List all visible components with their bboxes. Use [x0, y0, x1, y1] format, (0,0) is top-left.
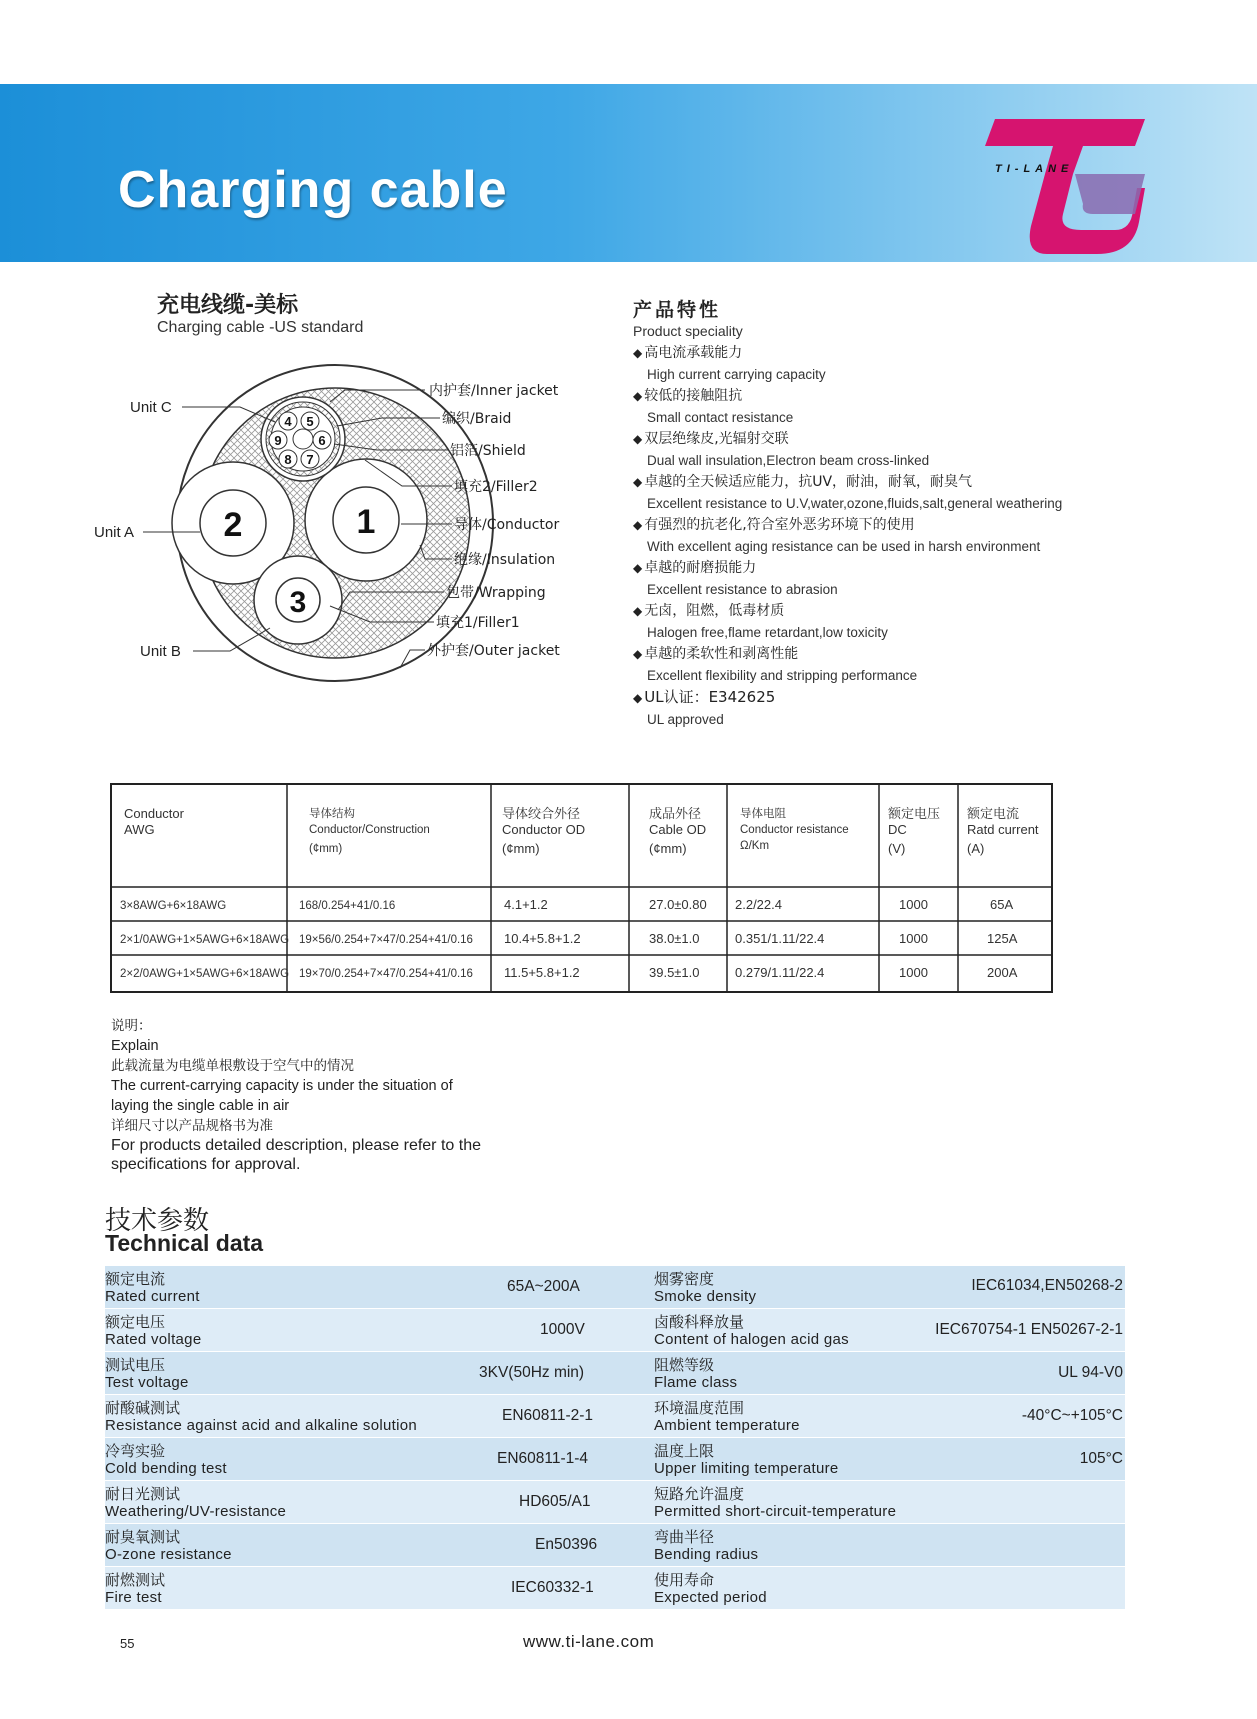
table-cell: 4.1+1.2	[504, 897, 548, 912]
speciality-cn: 有强烈的抗老化,符合室外恶劣环境下的使用	[644, 517, 915, 533]
signal-unit-center	[293, 429, 313, 449]
speciality-item	[633, 386, 1233, 429]
bullet-icon: ◆	[633, 346, 643, 360]
layer-label-shield: 铝箔/Shield	[450, 443, 526, 459]
technical-title-cn: 技术参数	[105, 1206, 210, 1236]
tech-item-ozone: 耐臭氧测试 O-zone resistance En50396	[105, 1528, 598, 1563]
tech-item-halogen-acid: 卤酸科释放量 Content of halogen acid gas IEC670754-1 EN50267-2-1	[654, 1313, 1123, 1348]
speciality-cn: 卓越的柔软性和剥离性能	[644, 646, 799, 662]
table-cell: 2×1/0AWG+1×5AWG+6×18AWG	[120, 934, 290, 946]
header-cell-current: 额定电流 Ratd current (A)	[967, 806, 1039, 856]
table-cell: 2.2/22.4	[735, 897, 782, 912]
core-number-1: 1	[356, 503, 376, 541]
layer-label-insulation: 绝缘/Insulation	[454, 552, 556, 568]
table-cell: 1000	[899, 931, 928, 946]
tech-item-rated-current: 额定电流 Rated current 65A~200A	[105, 1270, 580, 1305]
spec-table	[110, 783, 1053, 993]
note-line: laying the single cable in air	[111, 1098, 290, 1114]
speciality-item	[633, 644, 1233, 687]
tech-item-short-circuit-temperature: 短路允许温度 Permitted short-circuit-temperature	[654, 1485, 897, 1520]
bullet-icon: ◆	[633, 691, 643, 705]
notes-label-en: Explain	[111, 1038, 159, 1054]
logo-text: TI-LANE	[995, 163, 1074, 175]
tech-item-acid-alkaline: 耐酸碱测试 Resistance against acid and alkaline solution EN60811-2-1	[105, 1399, 594, 1434]
speciality-title-cn: 产品特性	[633, 299, 722, 321]
speciality-cn: 双层绝缘皮,光辐射交联	[644, 431, 789, 447]
table-cell: 27.0±0.80	[649, 897, 707, 912]
unit-c-label: Unit C	[130, 399, 172, 416]
core-number-3: 3	[289, 586, 307, 619]
speciality-cn: UL认证：E342625	[644, 688, 776, 706]
layer-label-outer-jacket: 外护套/Outer jacket	[427, 643, 560, 659]
speciality-item	[633, 601, 1233, 644]
core-number-2: 2	[223, 506, 243, 544]
table-cell: 38.0±1.0	[649, 931, 700, 946]
speciality-en: Excellent flexibility and stripping performance	[647, 668, 918, 683]
speciality-item	[633, 472, 1233, 515]
core-number-4: 4	[284, 414, 292, 429]
note-line: For products detailed description, please refer to the	[111, 1137, 481, 1154]
table-cell: 19×56/0.254+7×47/0.254+41/0.16	[299, 934, 473, 946]
technical-data-table	[105, 1266, 1125, 1612]
table-cell: 0.351/1.11/22.4	[735, 931, 825, 946]
diagram-title-cn: 充电线缆-美标	[157, 293, 299, 318]
header-cell-construction: 导体结构 Conductor/Construction (¢mm)	[309, 808, 430, 855]
cable-cross-section-diagram	[80, 360, 600, 690]
table-cell: 3×8AWG+6×18AWG	[120, 900, 227, 912]
tech-item-test-voltage: 测试电压 Test voltage 3KV(50Hz min)	[105, 1356, 585, 1391]
notes-label-cn: 说明：	[111, 1018, 152, 1034]
core-number-7: 7	[306, 452, 314, 467]
bullet-icon: ◆	[633, 475, 643, 489]
note-line: 详细尺寸以产品规格书为准	[111, 1118, 273, 1134]
layer-label-braid: 编织/Braid	[442, 411, 512, 427]
header-cell-resistance: 导体电阻 Conductor resistance Ω/Km	[740, 808, 849, 852]
layer-label-wrapping: 包带/Wrapping	[446, 585, 546, 601]
layer-label-inner-jacket: 内护套/Inner jacket	[429, 383, 559, 399]
core-number-8: 8	[284, 452, 292, 467]
speciality-item	[633, 687, 1233, 731]
speciality-en: High current carrying capacity	[647, 367, 826, 382]
table-cell: 168/0.254+41/0.16	[299, 900, 396, 912]
tech-item-upper-temperature: 温度上限 Upper limiting temperature 105°C	[654, 1442, 1123, 1477]
speciality-en: Dual wall insulation,Electron beam cross-linked	[647, 453, 930, 468]
header-cell-conductor-od: 导体绞合外径 Conductor OD (¢mm)	[502, 806, 586, 856]
page-title: Charging cable	[118, 161, 508, 219]
speciality-en: Excellent resistance to U.V,water,ozone,fluids,salt,general weathering	[647, 496, 1063, 511]
table-cell: 125A	[987, 931, 1018, 946]
note-line: 此载流量为电缆单根敷设于空气中的情况	[111, 1058, 354, 1074]
note-line: The current-carrying capacity is under the situation of	[111, 1078, 453, 1094]
table-cell: 200A	[987, 965, 1018, 980]
tech-item-smoke-density: 烟雾密度 Smoke density IEC61034,EN50268-2	[654, 1270, 1123, 1305]
tech-item-cold-bending: 冷弯实验 Cold bending test EN60811-1-4	[105, 1442, 589, 1477]
unit-b-label: Unit B	[140, 643, 181, 660]
table-cell: 1000	[899, 965, 928, 980]
speciality-item	[633, 429, 1233, 472]
header-cell-awg: Conductor AWG	[124, 806, 184, 837]
tech-item-rated-voltage: 额定电压 Rated voltage 1000V	[105, 1313, 585, 1348]
tech-item-bending-radius: 弯曲半径 Bending radius	[654, 1528, 759, 1563]
speciality-cn: 无卤，阻燃，低毒材质	[644, 603, 785, 619]
footer-url[interactable]: www.ti-lane.com	[523, 1632, 655, 1651]
unit-a-label: Unit A	[94, 524, 135, 541]
table-cell: 2×2/0AWG+1×5AWG+6×18AWG	[120, 968, 290, 980]
speciality-cn: 卓越的全天候适应能力，抗UV，耐油，耐氧，耐臭气	[644, 474, 973, 490]
bullet-icon: ◆	[633, 561, 643, 575]
speciality-title-en: Product speciality	[633, 323, 743, 339]
bullet-icon: ◆	[633, 604, 643, 618]
table-cell: 65A	[990, 897, 1014, 912]
layer-label-filler1: 填充1/Filler1	[436, 615, 520, 631]
table-cell: 39.5±1.0	[649, 965, 700, 980]
technical-title-en: Technical data	[105, 1230, 264, 1256]
speciality-en: Halogen free,flame retardant,low toxicity	[647, 625, 888, 640]
speciality-list	[633, 343, 1233, 731]
tech-item-uv-resistance: 耐日光测试 Weathering/UV-resistance HD605/A1	[105, 1485, 591, 1520]
page-number: 55	[120, 1636, 135, 1651]
tech-item-ambient-temperature: 环境温度范围 Ambient temperature -40°C~+105°C	[654, 1399, 1123, 1434]
speciality-en: Excellent resistance to abrasion	[647, 582, 838, 597]
core-number-5: 5	[306, 414, 314, 429]
tech-item-expected-period: 使用寿命 Expected period	[654, 1571, 767, 1606]
bullet-icon: ◆	[633, 389, 643, 403]
table-cell: 11.5+5.8+1.2	[504, 965, 580, 980]
ti-lane-logo	[985, 114, 1145, 254]
tech-item-flame-class: 阻燃等级 Flame class UL 94-V0	[654, 1356, 1123, 1391]
speciality-item	[633, 343, 1233, 386]
tech-item-fire-test: 耐燃测试 Fire test IEC60332-1	[105, 1571, 594, 1606]
diagram-title-en: Charging cable -US standard	[157, 319, 364, 336]
speciality-cn: 卓越的耐磨损能力	[644, 560, 757, 576]
header-cell-voltage: 额定电压 DC (V)	[888, 806, 941, 856]
header-cell-cable-od: 成品外径 Cable OD (¢mm)	[649, 806, 707, 856]
bullet-icon: ◆	[633, 647, 643, 661]
speciality-en: Small contact resistance	[647, 410, 794, 425]
speciality-cn: 较低的接触阻抗	[644, 388, 743, 404]
bullet-icon: ◆	[633, 518, 643, 532]
note-line: specifications for approval.	[111, 1156, 301, 1173]
bullet-icon: ◆	[633, 432, 643, 446]
notes-section	[111, 1016, 611, 1174]
core-number-9: 9	[274, 433, 282, 448]
speciality-cn: 高电流承载能力	[644, 345, 743, 361]
core-number-6: 6	[318, 433, 326, 448]
layer-label-conductor: 导体/Conductor	[454, 517, 560, 533]
table-cell: 1000	[899, 897, 928, 912]
table-cell: 10.4+5.8+1.2	[504, 931, 581, 946]
table-cell: 0.279/1.11/22.4	[735, 965, 825, 980]
speciality-en: UL approved	[647, 712, 724, 727]
speciality-item	[633, 515, 1233, 558]
speciality-en: With excellent aging resistance can be used in harsh environment	[647, 539, 1041, 554]
table-cell: 19×70/0.254+7×47/0.254+41/0.16	[299, 968, 473, 980]
speciality-item	[633, 558, 1233, 601]
layer-label-filler2: 填充2/Filler2	[454, 479, 538, 495]
